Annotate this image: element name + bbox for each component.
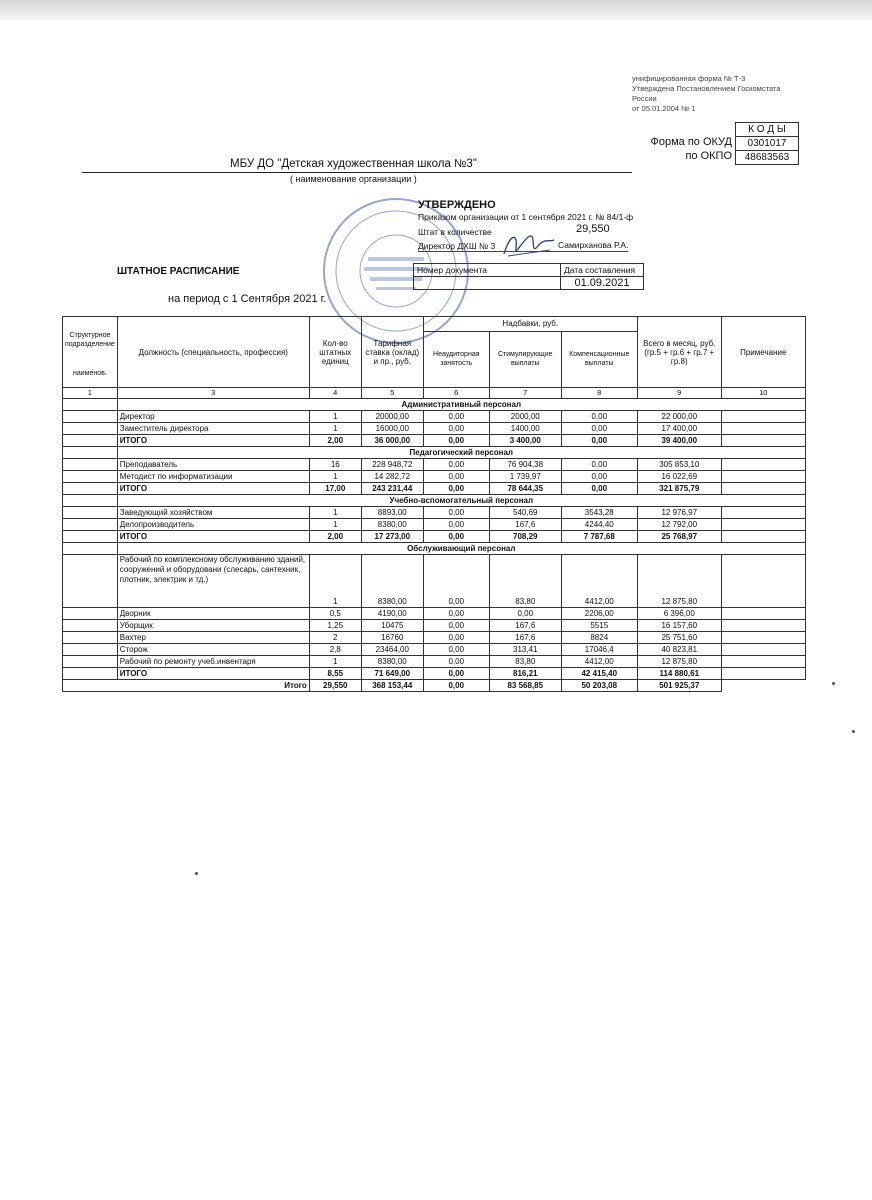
total-cell: 12 875,80 (637, 656, 721, 668)
note-cell (721, 435, 805, 447)
note-cell (721, 644, 805, 656)
rate-cell: 20000,00 (361, 411, 423, 423)
rate-total: 243 231,44 (361, 483, 423, 495)
total-cell: 16 022,69 (637, 471, 721, 483)
header-unit-label: Структурное подразделение (65, 332, 115, 348)
unit-cell (63, 483, 118, 495)
stimul-cell: 83,80 (489, 656, 561, 668)
extra-total: 0,00 (423, 483, 489, 495)
comp-cell: 17046,4 (561, 644, 637, 656)
unit-cell (63, 423, 118, 435)
document-number-label: Номер документа (414, 264, 561, 277)
count-cell: 2 (309, 632, 361, 644)
position-cell: Вахтер (117, 632, 309, 644)
approval-order: Приказом организации от 1 сентября 2021 г. № 84/1-ф (418, 212, 634, 222)
note-cell (721, 656, 805, 668)
comp-cell: 0,00 (561, 411, 637, 423)
table-body (63, 399, 806, 692)
header-allowances: Надбавки, руб. (423, 317, 637, 332)
table-row (63, 411, 806, 423)
note-cell (721, 411, 805, 423)
header-unit (63, 317, 118, 388)
stimul-cell: 167,6 (489, 632, 561, 644)
count-cell: 2,8 (309, 644, 361, 656)
section-title: Административный персонал (117, 399, 805, 411)
col-number: 6 (423, 388, 489, 399)
table-header-row (63, 317, 806, 332)
extra-cell: 0,00 (423, 656, 489, 668)
section-unit-cell (63, 543, 118, 555)
count-cell: 1 (309, 519, 361, 531)
extra-cell: 0,00 (423, 632, 489, 644)
organization-underline (82, 172, 632, 173)
grand-comp: 50 203,08 (561, 680, 637, 692)
extra-cell: 0,00 (423, 411, 489, 423)
extra-total: 0,00 (423, 435, 489, 447)
unit-cell (63, 608, 118, 620)
note-cell (721, 620, 805, 632)
document-title: ШТАТНОЕ РАСПИСАНИЕ (117, 266, 240, 277)
table-row (63, 459, 806, 471)
rate-total: 36 000,00 (361, 435, 423, 447)
total-cell: 305 853,10 (637, 459, 721, 471)
signature-line (418, 251, 628, 252)
table-row (63, 555, 806, 608)
document-date-value: 01.09.2021 (561, 277, 644, 290)
rate-cell: 16000,00 (361, 423, 423, 435)
form-note-line: унифицированная форма № Т-3 (632, 74, 746, 83)
form-note-line: Утверждена Постановлением Госкомстата (632, 84, 781, 93)
total-label: ИТОГО (117, 435, 309, 447)
director-label: Директор ДХШ № 3 (418, 241, 496, 251)
note-cell (721, 471, 805, 483)
sum-total: 114 880,61 (637, 668, 721, 680)
table-row (63, 656, 806, 668)
approval-title: УТВЕРЖДЕНО (418, 199, 496, 211)
total-label: ИТОГО (117, 531, 309, 543)
stimul-cell: 1400,00 (489, 423, 561, 435)
rate-cell: 14 282,72 (361, 471, 423, 483)
stimul-total: 3 400,00 (489, 435, 561, 447)
unit-cell (63, 656, 118, 668)
total-cell: 40 823,81 (637, 644, 721, 656)
section-title: Педагогический персонал (117, 447, 805, 459)
extra-cell: 0,00 (423, 620, 489, 632)
unit-cell (63, 531, 118, 543)
extra-cell: 0,00 (423, 507, 489, 519)
director-name: Самирханова Р.А. (558, 240, 629, 250)
extra-cell: 0,00 (423, 423, 489, 435)
header-unit-sub: наименов. (72, 370, 107, 377)
stimul-total: 78 644,35 (489, 483, 561, 495)
col-number: 1 (63, 388, 118, 399)
position-cell: Методист по информатизации (117, 471, 309, 483)
section-total-row (63, 531, 806, 543)
grand-total-row (63, 680, 806, 692)
stimul-cell: 167,6 (489, 620, 561, 632)
section-total-row (63, 483, 806, 495)
total-cell: 25 751,60 (637, 632, 721, 644)
okpo-label: по ОКПО (685, 150, 732, 162)
note-cell (721, 507, 805, 519)
count-cell: 1 (309, 507, 361, 519)
organization-name: МБУ ДО "Детская художественная школа №3" (230, 158, 477, 170)
staff-schedule-table (62, 316, 806, 692)
stimul-cell: 1 739,97 (489, 471, 561, 483)
form-note-line: России (632, 94, 657, 103)
position-cell: Преподаватель (117, 459, 309, 471)
table-row (63, 620, 806, 632)
col-number: 8 (561, 388, 637, 399)
grand-stimul: 83 568,85 (489, 680, 561, 692)
stimul-cell: 313,41 (489, 644, 561, 656)
note-cell (721, 519, 805, 531)
total-cell: 6 396,00 (637, 608, 721, 620)
note-cell (721, 423, 805, 435)
col-number: 3 (117, 388, 309, 399)
position-cell: Делопроизводитель (117, 519, 309, 531)
table-row (63, 632, 806, 644)
header-comp: Компенсационные выплаты (561, 331, 637, 387)
total-cell: 12 875,80 (637, 555, 721, 608)
comp-cell: 4412,00 (561, 555, 637, 608)
position-cell: Дворник (117, 608, 309, 620)
section-title: Учебно-вспомогательный персонал (117, 495, 805, 507)
document-number-value (414, 277, 561, 290)
total-label: ИТОГО (117, 668, 309, 680)
total-label: ИТОГО (117, 483, 309, 495)
unit-cell (63, 411, 118, 423)
extra-total: 0,00 (423, 531, 489, 543)
stimul-cell: 540,69 (489, 507, 561, 519)
unit-cell (63, 507, 118, 519)
organization-caption: ( наименование организации ) (290, 174, 417, 184)
rate-cell: 8380,00 (361, 656, 423, 668)
header-count: Кол-во штатных единиц (309, 317, 361, 388)
unit-cell (63, 459, 118, 471)
header-position: Должность (специальность, профессия) (117, 317, 309, 388)
col-number: 10 (721, 388, 805, 399)
stimul-cell: 0,00 (489, 608, 561, 620)
comp-total: 7 787,68 (561, 531, 637, 543)
rate-cell: 23464,00 (361, 644, 423, 656)
count-cell: 1 (309, 411, 361, 423)
comp-cell: 2206,00 (561, 608, 637, 620)
section-header-row (63, 543, 806, 555)
okud-label: Форма по ОКУД (650, 136, 732, 148)
comp-cell: 0,00 (561, 423, 637, 435)
position-cell: Рабочий по ремонту учеб.инвентаря (117, 656, 309, 668)
comp-cell: 3543,28 (561, 507, 637, 519)
director-signature (500, 228, 558, 262)
rate-cell: 16760 (361, 632, 423, 644)
form-note-line: от 05.01.2004 № 1 (632, 104, 696, 113)
scan-edge (0, 0, 872, 20)
grand-extra: 0,00 (423, 680, 489, 692)
grand-sum: 501 925,37 (637, 680, 721, 692)
position-cell: Уборщик (117, 620, 309, 632)
form-note (632, 74, 852, 114)
col-number: 9 (637, 388, 721, 399)
header-stimul: Стимулирующие выплаты (489, 331, 561, 387)
section-header-row (63, 447, 806, 459)
note-cell (721, 632, 805, 644)
stimul-cell: 167,6 (489, 519, 561, 531)
section-unit-cell (63, 447, 118, 459)
header-note: Примечание (721, 317, 805, 388)
position-cell: Сторож (117, 644, 309, 656)
col-number: 4 (309, 388, 361, 399)
unit-cell (63, 555, 118, 608)
count-cell: 0,5 (309, 608, 361, 620)
total-cell: 22 000,00 (637, 411, 721, 423)
grand-note-cell (721, 680, 805, 692)
extra-cell: 0,00 (423, 459, 489, 471)
rate-cell: 4190,00 (361, 608, 423, 620)
stimul-total: 816,21 (489, 668, 561, 680)
rate-cell: 8380,00 (361, 555, 423, 608)
rate-cell: 228 948,72 (361, 459, 423, 471)
rate-total: 17 273,00 (361, 531, 423, 543)
table-row (63, 507, 806, 519)
extra-total: 0,00 (423, 668, 489, 680)
count-cell: 1,25 (309, 620, 361, 632)
unit-cell (63, 668, 118, 680)
section-title: Обслуживающий персонал (117, 543, 805, 555)
count-cell: 1 (309, 656, 361, 668)
stimul-total: 708,29 (489, 531, 561, 543)
count-cell: 1 (309, 471, 361, 483)
position-cell: Заведующий хозяйством (117, 507, 309, 519)
document-period: на период с 1 Сентября 2021 г. (168, 293, 327, 305)
table-row (63, 519, 806, 531)
sum-total: 25 768,97 (637, 531, 721, 543)
unit-cell (63, 632, 118, 644)
header-rate: Тарифная ставка (оклад) и пр., руб. (361, 317, 423, 388)
rate-total: 71 649,00 (361, 668, 423, 680)
extra-cell: 0,00 (423, 608, 489, 620)
extra-cell: 0,00 (423, 555, 489, 608)
codes-box (735, 122, 799, 165)
section-unit-cell (63, 399, 118, 411)
total-cell: 17 400,00 (637, 423, 721, 435)
extra-cell: 0,00 (423, 519, 489, 531)
header-total: Всего в месяц, руб. (гр.5 + гр.6 + гр.7 + гр.8) (637, 317, 721, 388)
comp-total: 0,00 (561, 483, 637, 495)
unit-cell (63, 471, 118, 483)
document-date-label: Дата составления (561, 264, 644, 277)
table-row (63, 608, 806, 620)
position-cell: Рабочий по комплексному обслуживанию зданий, сооружений и оборудовани (слесарь, сантехник, плотник, электрик и тд.) (117, 555, 309, 608)
note-cell (721, 531, 805, 543)
scan-speck (852, 730, 855, 733)
table-row (63, 471, 806, 483)
total-cell: 16 157,60 (637, 620, 721, 632)
sum-total: 321 875,79 (637, 483, 721, 495)
col-number: 7 (489, 388, 561, 399)
unit-cell (63, 644, 118, 656)
comp-cell: 8824 (561, 632, 637, 644)
okpo-code: 48683563 (744, 152, 790, 163)
comp-total: 42 415,40 (561, 668, 637, 680)
rate-cell: 8380,00 (361, 519, 423, 531)
comp-cell: 4412,00 (561, 656, 637, 668)
count-total: 8,55 (309, 668, 361, 680)
document-number-table (413, 263, 644, 290)
grand-count: 29,550 (309, 680, 361, 692)
stimul-cell: 83,80 (489, 555, 561, 608)
note-cell (721, 483, 805, 495)
section-total-row (63, 435, 806, 447)
count-cell: 16 (309, 459, 361, 471)
sum-total: 39 400,00 (637, 435, 721, 447)
count-total: 2,00 (309, 435, 361, 447)
section-header-row (63, 495, 806, 507)
rate-cell: 8893,00 (361, 507, 423, 519)
rate-cell: 10475 (361, 620, 423, 632)
stimul-cell: 76 904,38 (489, 459, 561, 471)
note-cell (721, 459, 805, 471)
column-numbers-row (63, 388, 806, 399)
position-cell: Заместитель директора (117, 423, 309, 435)
scan-speck (832, 682, 835, 685)
okud-code: 0301017 (736, 137, 798, 151)
count-total: 2,00 (309, 531, 361, 543)
count-cell: 1 (309, 423, 361, 435)
grand-rate: 368 153,44 (361, 680, 423, 692)
comp-cell: 4244,40 (561, 519, 637, 531)
col-number: 5 (361, 388, 423, 399)
position-cell: Директор (117, 411, 309, 423)
table-row (63, 644, 806, 656)
stimul-cell: 2000,00 (489, 411, 561, 423)
comp-cell: 5515 (561, 620, 637, 632)
note-cell (721, 555, 805, 608)
staff-count-label: Штат в количестве (418, 227, 492, 237)
unit-cell (63, 519, 118, 531)
note-cell (721, 668, 805, 680)
comp-cell: 0,00 (561, 471, 637, 483)
total-cell: 12 976,97 (637, 507, 721, 519)
header-extra: Неаудиторная занятость (423, 331, 489, 387)
staff-count-value: 29,550 (576, 223, 610, 235)
table-row (63, 423, 806, 435)
unit-cell (63, 435, 118, 447)
section-header-row (63, 399, 806, 411)
comp-total: 0,00 (561, 435, 637, 447)
grand-total-label: Итого (63, 680, 310, 692)
codes-header: К О Д Ы (736, 123, 798, 137)
count-total: 17,00 (309, 483, 361, 495)
count-cell: 1 (309, 555, 361, 608)
total-cell: 12 792,00 (637, 519, 721, 531)
unit-cell (63, 620, 118, 632)
section-total-row (63, 668, 806, 680)
extra-cell: 0,00 (423, 471, 489, 483)
section-unit-cell (63, 495, 118, 507)
scan-speck (195, 872, 198, 875)
comp-cell: 0,00 (561, 459, 637, 471)
note-cell (721, 608, 805, 620)
extra-cell: 0,00 (423, 644, 489, 656)
